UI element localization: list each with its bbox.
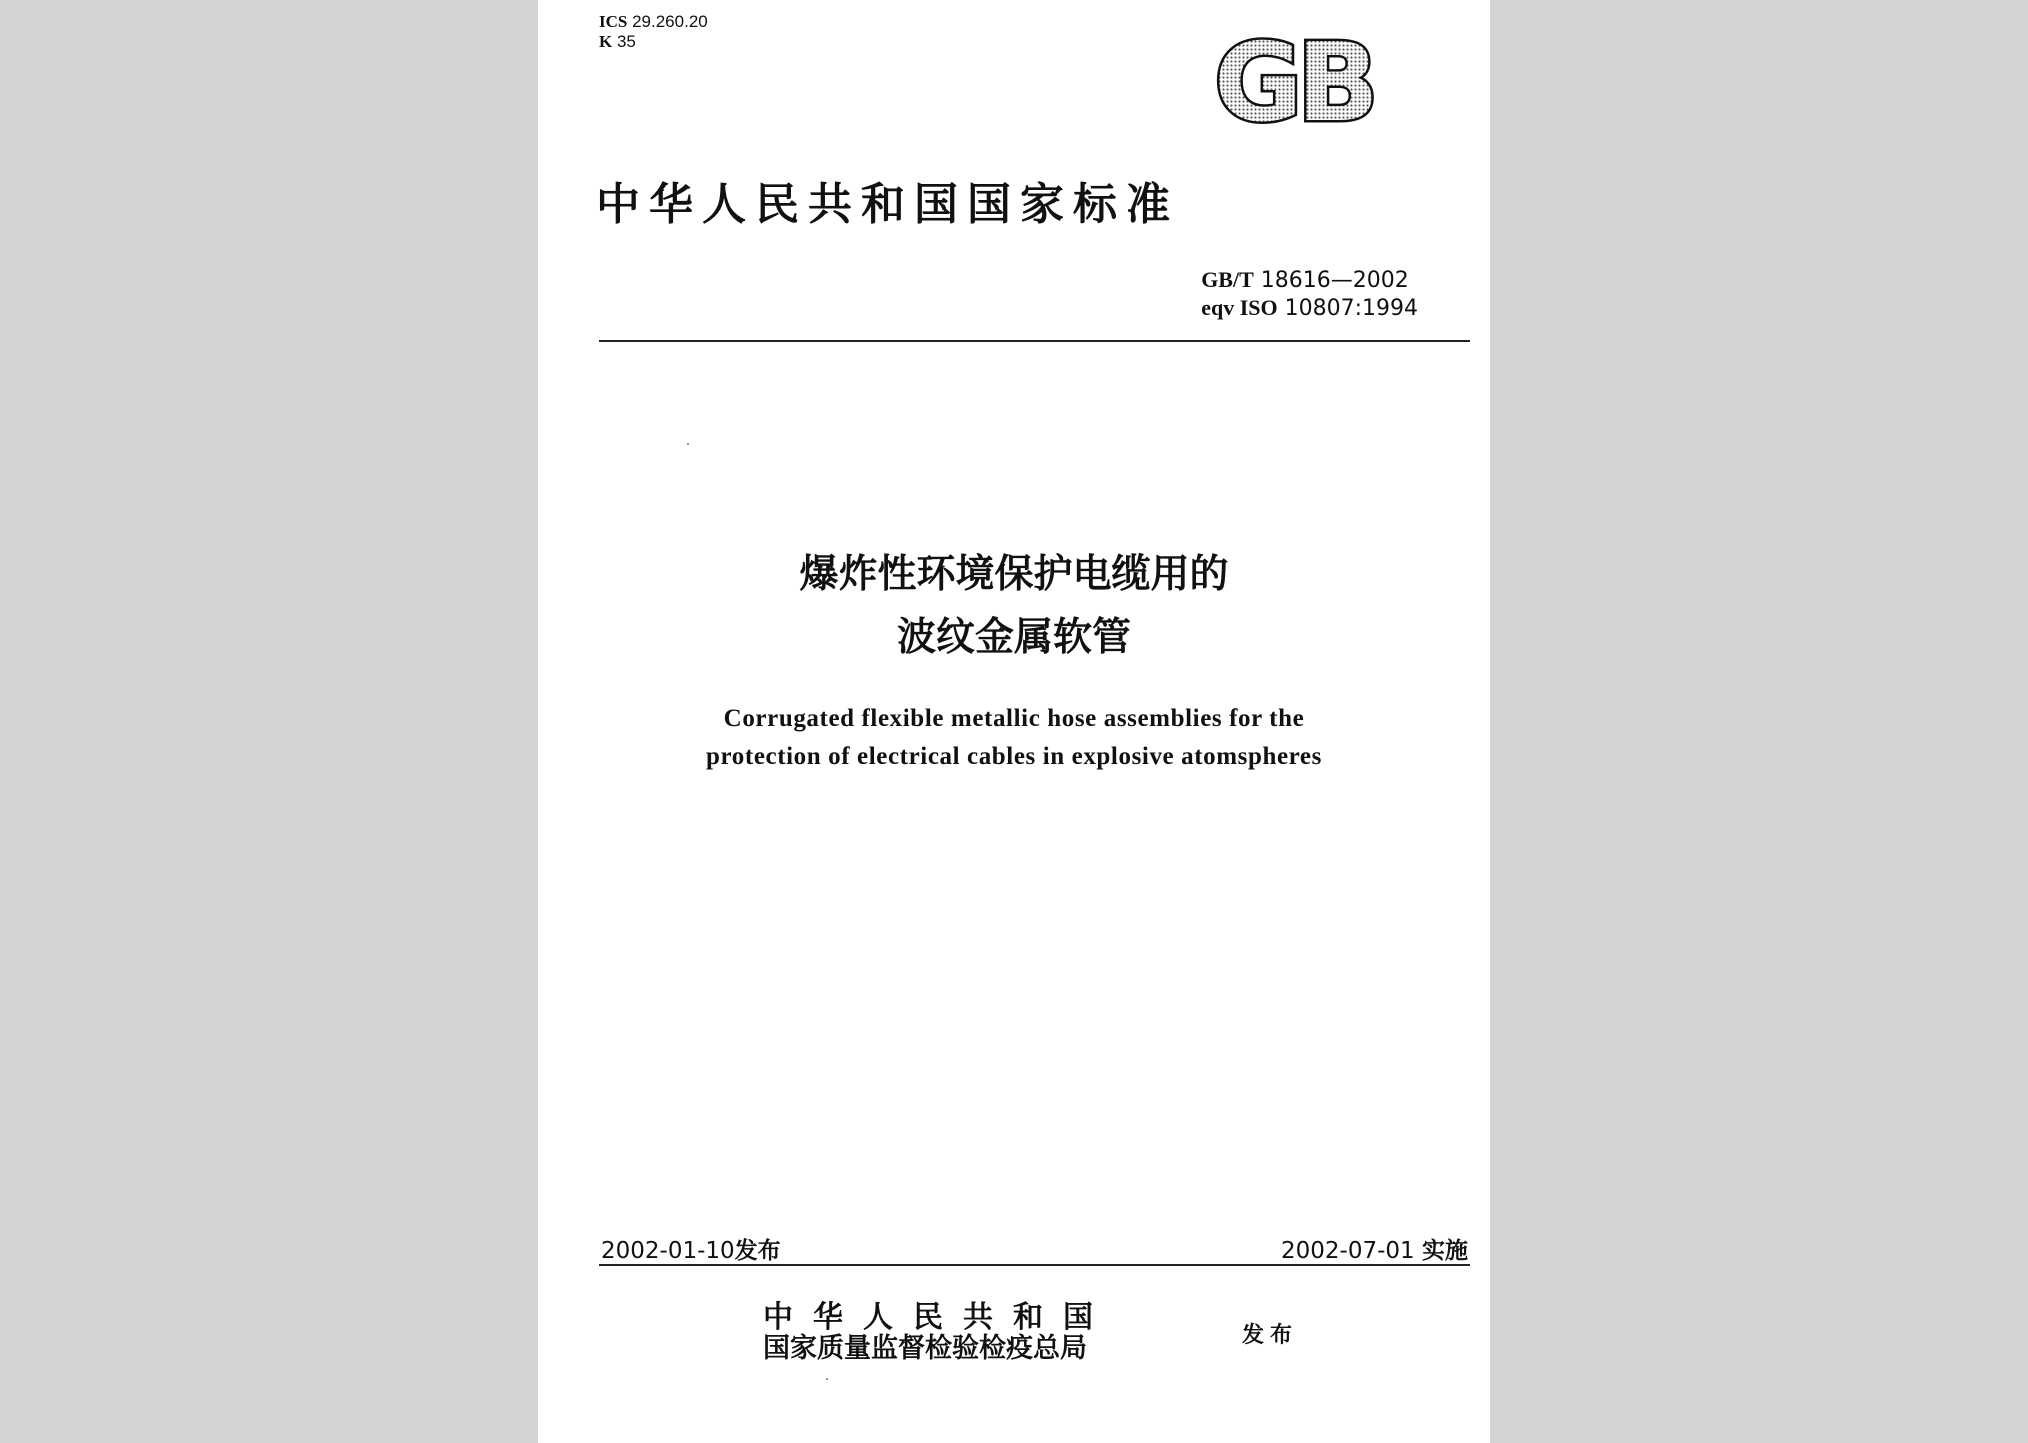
- gb-code-line: [1201, 266, 1418, 294]
- eqv-label: eqv ISO: [1201, 295, 1278, 320]
- publish-label: 发布: [1242, 1322, 1299, 1348]
- english-title-line-2: protection of electrical cables in explosive atomspheres: [706, 743, 1322, 770]
- classification-codes: [599, 12, 708, 52]
- gb-label: GB/T: [1201, 267, 1254, 292]
- issue-date-value: 2002-01-10: [601, 1238, 735, 1264]
- k-code: 35: [616, 32, 636, 51]
- national-standard-title: 中华人民共和国国家标准: [596, 179, 1179, 230]
- english-title-line-1: Corrugated flexible metallic hose assemblies for the: [723, 705, 1305, 732]
- ics-code: 29.260.20: [632, 12, 708, 31]
- bottom-divider: [599, 1264, 1470, 1266]
- gb-number: 18616—2002: [1260, 268, 1409, 293]
- issue-date-suffix: 发布: [734, 1238, 781, 1264]
- k-line: [599, 32, 708, 52]
- eqv-number: 10807:1994: [1284, 296, 1418, 321]
- issuing-authority: [763, 1302, 1113, 1364]
- issue-date: [601, 1232, 781, 1265]
- english-title: [538, 700, 1490, 776]
- document-page: [538, 0, 1490, 1443]
- gb-logo-text: GB: [1214, 28, 1373, 129]
- eqv-code-line: [1201, 294, 1418, 322]
- top-divider: [599, 340, 1470, 342]
- effective-date: [1281, 1232, 1468, 1265]
- scan-speck: [826, 1378, 828, 1380]
- k-label: K: [599, 32, 613, 51]
- standard-codes: [1201, 266, 1418, 322]
- chinese-title: [538, 543, 1490, 669]
- effective-date-value: 2002-07-01: [1281, 1238, 1415, 1264]
- issuer-line-2: 国家质量监督检验检疫总局: [763, 1333, 1087, 1364]
- chinese-title-line-2: 波纹金属软管: [896, 615, 1131, 660]
- chinese-title-line-1: 爆炸性环境保护电缆用的: [799, 552, 1229, 597]
- issuer-line-1: 中华人民共和国: [763, 1300, 1113, 1335]
- gb-logo: [1210, 28, 1402, 129]
- ics-label: ICS: [599, 12, 628, 31]
- scan-speck: [687, 443, 689, 445]
- ics-line: [599, 12, 708, 32]
- effective-date-suffix: 实施: [1422, 1238, 1468, 1264]
